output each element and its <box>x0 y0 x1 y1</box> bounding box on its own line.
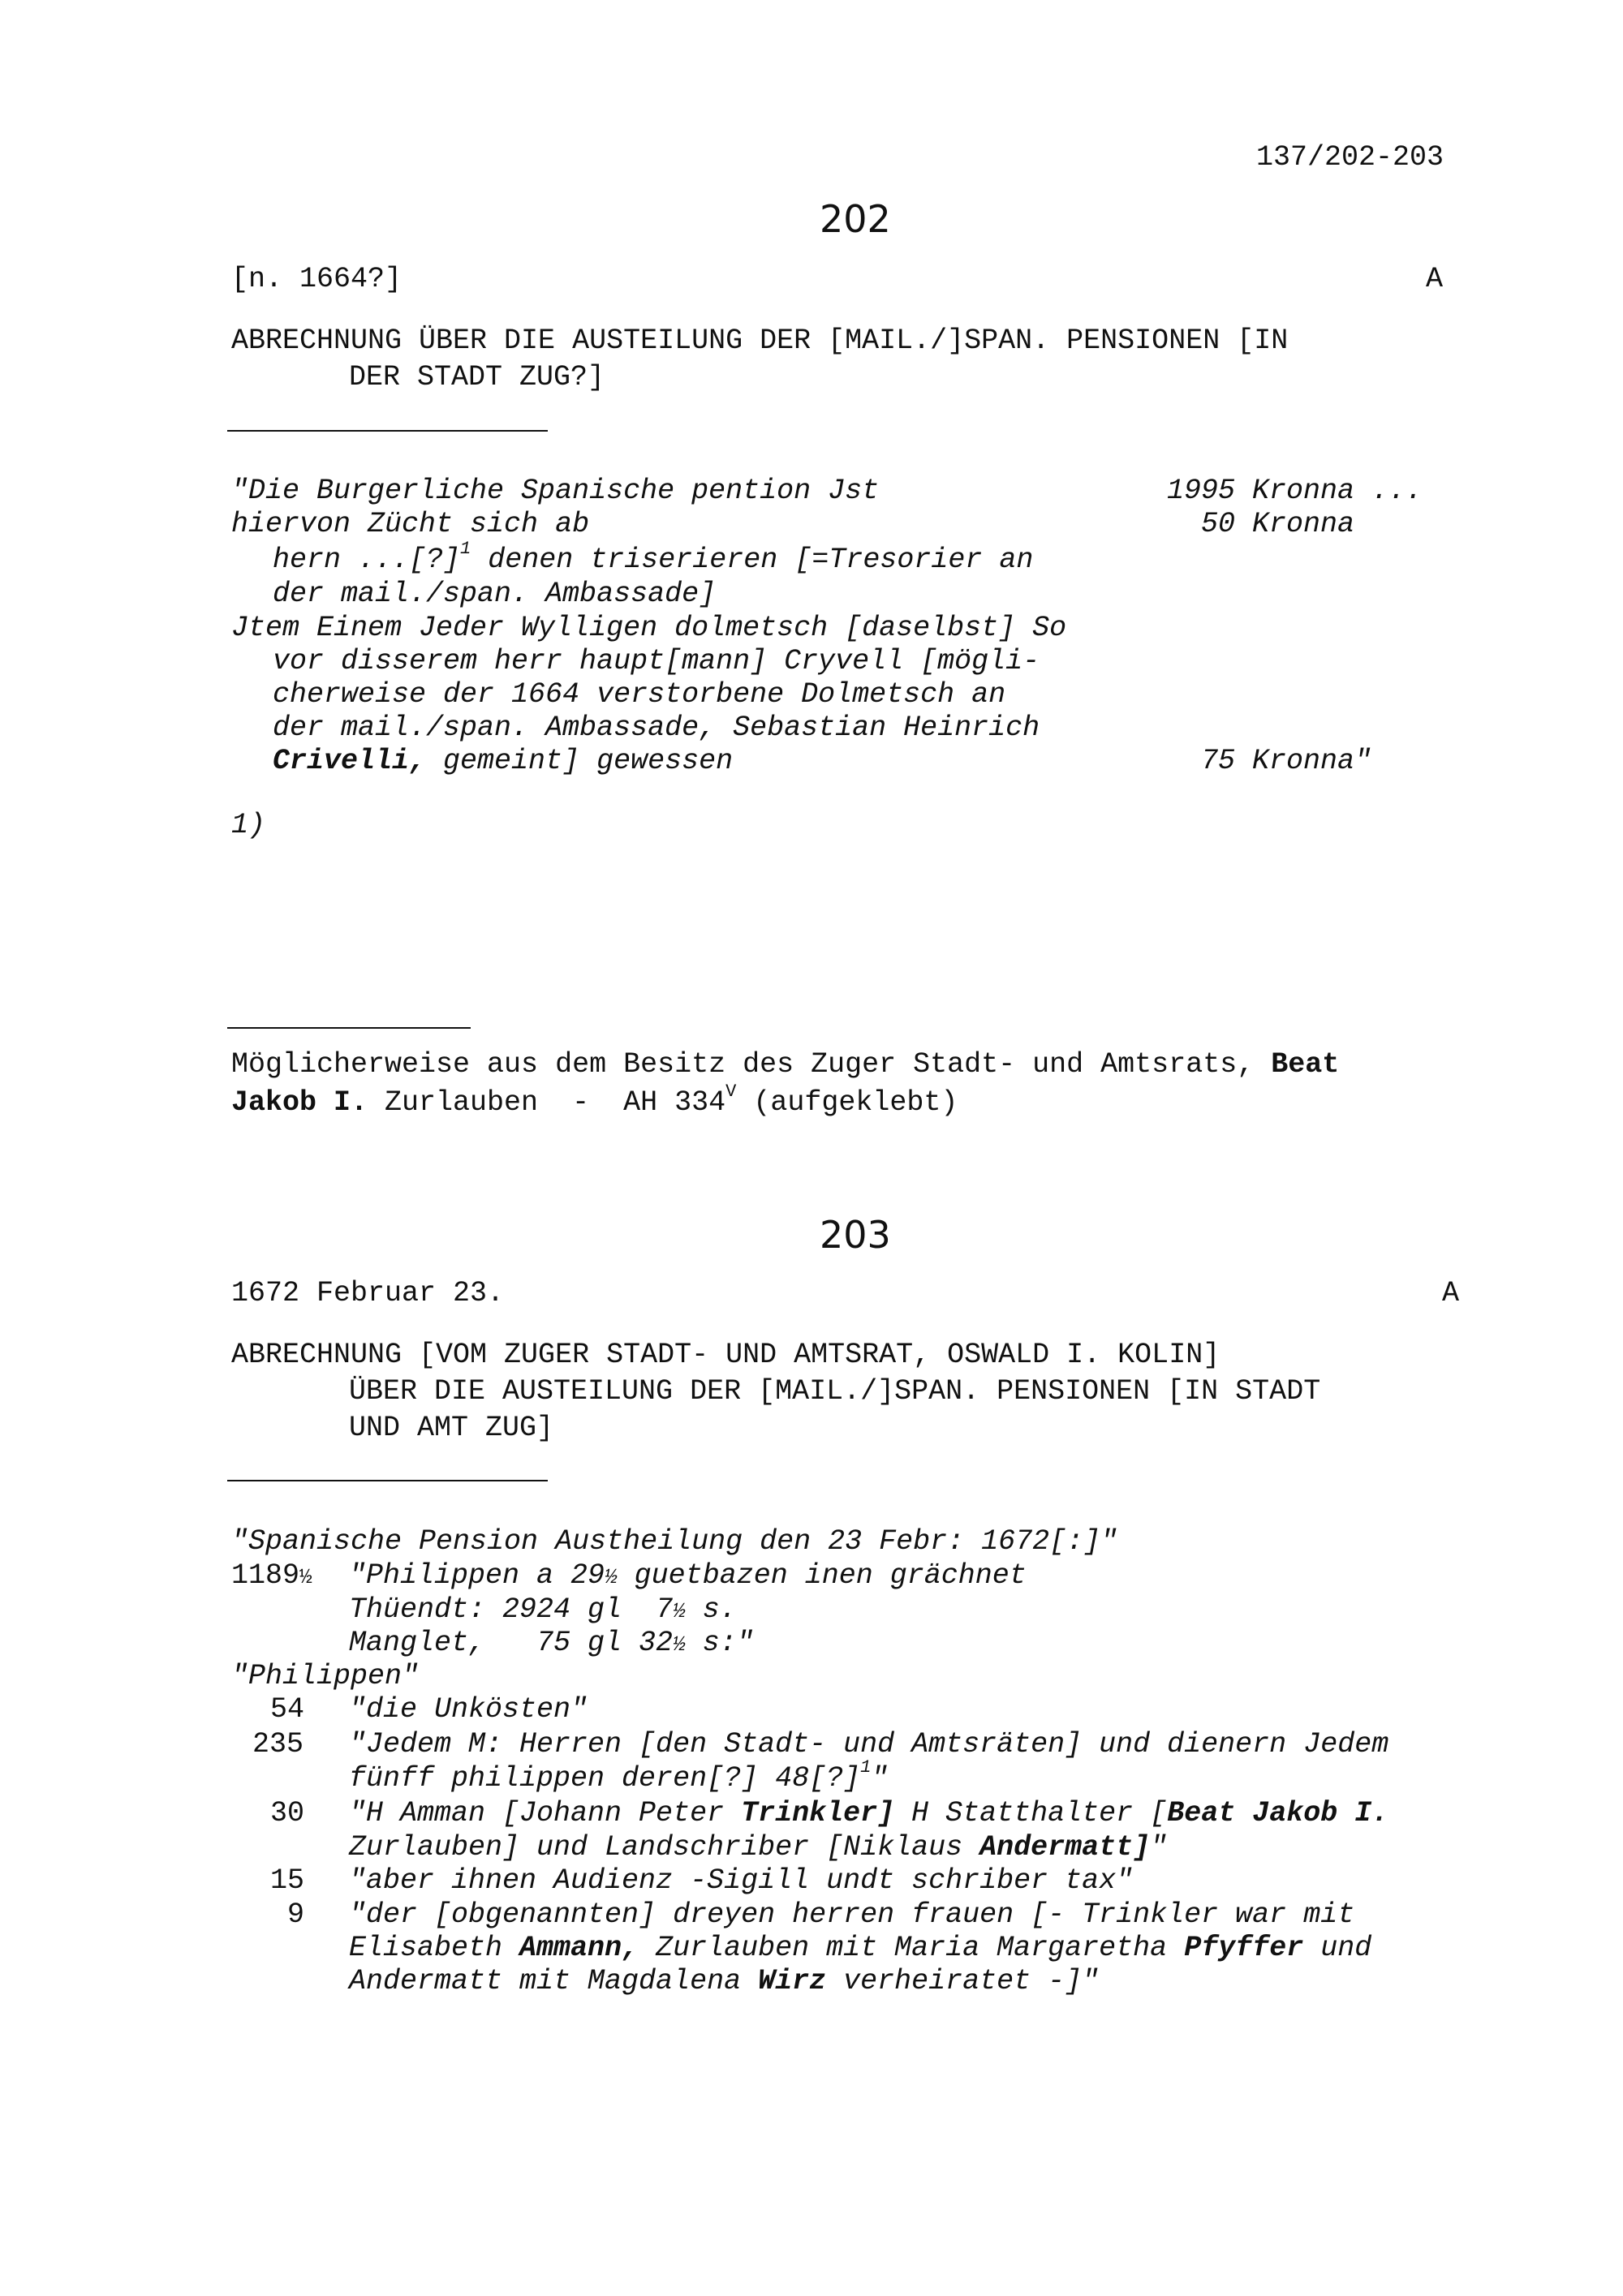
body-line: der mail./span. Ambassade] <box>273 578 717 610</box>
body-line <box>349 1625 754 1662</box>
source-note-line2 <box>231 1081 958 1120</box>
fraction: ½ <box>673 1632 686 1657</box>
row-text <box>349 1795 1388 1831</box>
person-name: Wirz <box>758 1965 827 1997</box>
body-line <box>349 1592 737 1629</box>
document-type-203: A <box>1442 1277 1460 1309</box>
footnote-divider <box>227 1027 471 1029</box>
row-text <box>349 1963 1099 1999</box>
row-number <box>231 1558 312 1595</box>
footnote-marker: 1) <box>231 809 266 841</box>
body-text: Zurlauben] und Landschriber [Niklaus <box>349 1831 980 1864</box>
document-title-203-line2: ÜBER DIE AUSTEILUNG DER [MAIL./]SPAN. PENSIONEN [IN STADT <box>349 1375 1321 1408</box>
body-line: "Die Burgerliche Spanische pention Jst <box>231 475 880 507</box>
document-number-203: 203 <box>820 1213 891 1257</box>
body-text: " <box>871 1762 889 1795</box>
footnote-ref: 1 <box>860 1757 872 1778</box>
document-type-202: A <box>1426 263 1444 295</box>
row-text: "der [obgenannten] dreyen herren frauen [- Trinkler war mit <box>349 1898 1355 1931</box>
body-heading-quote: "Spanische Pension Austheilung den 23 Febr: 1672[:]" <box>231 1525 1118 1558</box>
person-name: Ammann, <box>519 1932 639 1964</box>
note-text: Zurlauben - AH 334 <box>368 1086 726 1119</box>
person-name: Crivelli, <box>273 745 427 777</box>
fraction: ½ <box>673 1599 686 1623</box>
body-text: Thüendt: 2924 gl 7 <box>349 1593 674 1626</box>
divider-202 <box>227 430 548 432</box>
person-name: Pfyffer <box>1184 1932 1304 1964</box>
fraction: ½ <box>605 1565 618 1589</box>
body-line <box>273 743 733 779</box>
row-number: 9 <box>287 1898 305 1931</box>
body-text: fünff philippen deren[?] 48[?] <box>349 1762 861 1795</box>
row-number: 235 <box>252 1728 304 1761</box>
body-line <box>349 1558 1027 1595</box>
body-text: "H Amman [Johann Peter <box>349 1797 742 1829</box>
document-title-203-line1: ABRECHNUNG [VOM ZUGER STADT- UND AMTSRAT, OSWALD I. KOLIN] <box>231 1339 1220 1371</box>
amount: 75 Kronna" <box>1201 745 1372 777</box>
body-line: hiervon Zücht sich ab <box>231 508 590 540</box>
body-line: der mail./span. Ambassade, Sebastian Heinrich <box>273 712 1040 744</box>
note-text: Möglicherweise aus dem Besitz des Zuger Stadt- und Amtsrats, <box>231 1048 1255 1081</box>
superscript: V <box>725 1081 737 1103</box>
body-text: s. <box>685 1593 737 1626</box>
body-text: Manglet, 75 gl 32 <box>349 1627 674 1659</box>
note-text: (aufgeklebt) <box>736 1086 958 1119</box>
body-text: s:" <box>685 1627 754 1659</box>
row-text: "die Unkösten" <box>349 1693 588 1726</box>
body-text: guetbazen inen grächnet <box>617 1559 1027 1592</box>
body-text: hern ...[?] <box>273 544 461 576</box>
body-text: " <box>1150 1831 1168 1864</box>
document-date-203: 1672 Februar 23. <box>231 1277 505 1309</box>
amount: 1995 Kronna ... <box>1167 475 1423 507</box>
amount: 50 Kronna <box>1201 508 1355 540</box>
body-line: Jtem Einem Jeder Wylligen dolmetsch [daselbst] So <box>231 612 1067 644</box>
row-text: "Jedem M: Herren [den Stadt- und Amtsräten] und dienern Jedem <box>349 1728 1389 1761</box>
person-name: Beat <box>1271 1048 1340 1081</box>
body-text: und <box>1303 1932 1372 1964</box>
row-number: 15 <box>270 1864 305 1897</box>
philippen-label: "Philippen" <box>231 1660 420 1692</box>
body-text: Elisabeth <box>349 1932 520 1964</box>
document-title-202-line2: DER STADT ZUG?] <box>349 361 605 393</box>
body-line <box>273 539 1034 578</box>
body-text: H Statthalter [ <box>894 1797 1168 1829</box>
source-note-line1 <box>231 1047 1339 1082</box>
body-text: "Philippen a 29 <box>349 1559 605 1592</box>
person-name: Jakob I. <box>231 1086 368 1119</box>
row-text <box>349 1829 1167 1865</box>
footnote-ref: 1 <box>460 539 471 560</box>
body-text: denen triserieren [=Tresorier an <box>471 544 1034 576</box>
document-title-203-line3: UND AMT ZUG] <box>349 1412 554 1444</box>
body-line: vor disserem herr haupt[mann] Cryvell [mögli- <box>273 645 1040 677</box>
row-number: 54 <box>270 1693 305 1726</box>
divider-203 <box>227 1480 548 1481</box>
body-text: verheiratet -]" <box>826 1965 1100 1997</box>
row-text <box>349 1930 1371 1966</box>
fraction: ½ <box>299 1565 312 1589</box>
body-line: cherweise der 1664 verstorbene Dolmetsch an <box>273 678 1006 711</box>
number-text: 1189 <box>231 1559 300 1592</box>
body-text: Andermatt mit Magdalena <box>349 1965 759 1997</box>
person-name: Andermatt] <box>979 1831 1151 1864</box>
person-name: Trinkler] <box>741 1797 895 1829</box>
document-number-202: 202 <box>820 197 891 241</box>
row-text: "aber ihnen Audienz -Sigill undt schriber tax" <box>349 1864 1134 1897</box>
page-reference: 137/202-203 <box>1256 141 1444 174</box>
row-text <box>349 1757 889 1796</box>
body-text: gemeint] gewessen <box>426 745 734 777</box>
body-text: Zurlauben mit Maria Margaretha <box>639 1932 1185 1964</box>
person-name: Beat Jakob I. <box>1167 1797 1389 1829</box>
document-title-202-line1: ABRECHNUNG ÜBER DIE AUSTEILUNG DER [MAIL./]SPAN. PENSIONEN [IN <box>231 325 1289 357</box>
row-number: 30 <box>270 1797 305 1829</box>
document-date-202: [n. 1664?] <box>231 263 403 295</box>
